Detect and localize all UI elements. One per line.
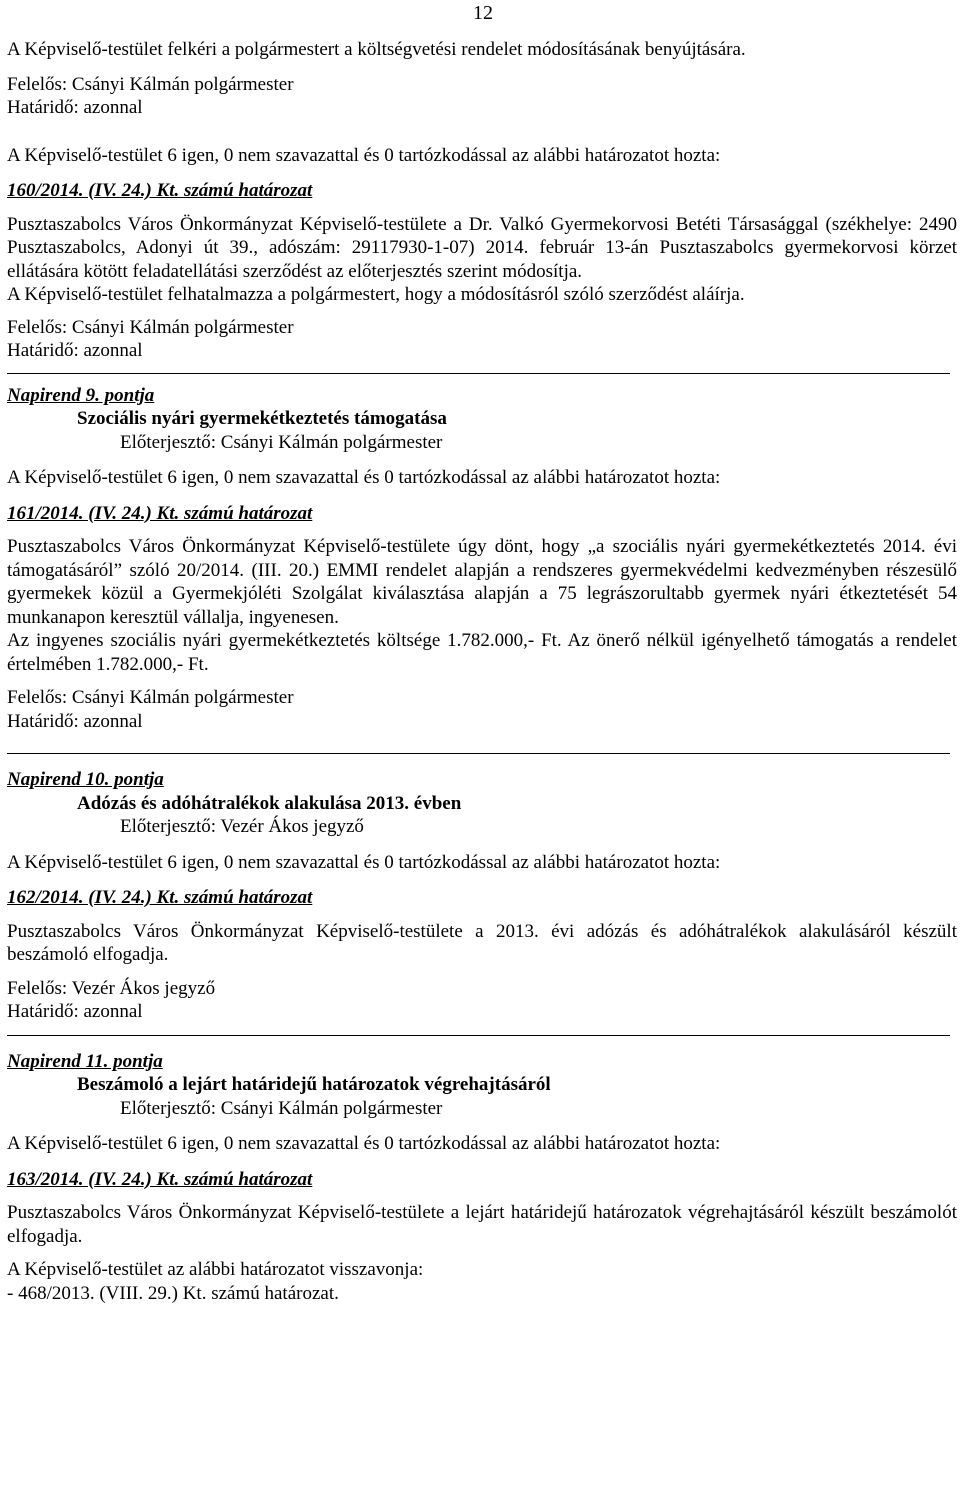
agenda-item-title: Szociális nyári gyermekétkeztetés támogatása xyxy=(77,408,447,429)
list-item: - 468/2013. (VIII. 29.) Kt. számú határozat. xyxy=(7,1282,339,1304)
paragraph: A Képviselő-testület az alábbi határozatot visszavonja: xyxy=(7,1259,424,1280)
agenda-item-heading: Napirend 11. pontja xyxy=(7,1050,163,1072)
deadline: Határidő: azonnal xyxy=(7,710,143,732)
deadline: Határidő: azonnal xyxy=(7,1001,143,1022)
agenda-item-heading: Napirend 10. pontja xyxy=(7,769,164,790)
agenda-item-title: Beszámoló a lejárt határidejű határozatok végrehajtásáról xyxy=(77,1074,551,1095)
presenter: Előterjesztő: Csányi Kálmán polgármester xyxy=(120,431,443,453)
responsible: Felelős: Csányi Kálmán polgármester xyxy=(7,73,294,95)
presenter: Előterjesztő: Csányi Kálmán polgármester xyxy=(120,1097,443,1119)
deadline: Határidő: azonnal xyxy=(7,340,143,361)
responsible: Felelős: Csányi Kálmán polgármester xyxy=(7,687,294,708)
divider xyxy=(7,1035,950,1036)
resolution-title: 161/2014. (IV. 24.) Kt. számú határozat xyxy=(7,502,313,524)
paragraph: A Képviselő-testület felkéri a polgármestert a költségvetési rendelet módosításának benyújtására. xyxy=(7,39,746,60)
agenda-item-heading: Napirend 9. pontja xyxy=(7,384,155,406)
resolution-body: Pusztaszabolcs Város Önkormányzat Képviselő-testülete úgy dönt, hogy „a szociális nyári gyermekétkeztetés 2014. évi támogatásáról” szóló 20/2014. (III. 20.) EMMI rendelet alapján a rendszeres gyermekvédelmi kedvezményben részesülő gyermekek közül a Gyermekjóléti Szolgálat kiválasztása alapján a 75 legrászorultabb gyermek nyári étkeztetését 54 munkanapon keresztül vállalja, ingyenesen. xyxy=(7,536,957,628)
responsible: Felelős: Csányi Kálmán polgármester xyxy=(7,316,294,338)
deadline: Határidő: azonnal xyxy=(7,97,143,118)
resolution-body: Pusztaszabolcs Város Önkormányzat Képviselő-testülete a 2013. évi adózás és adóhátralékok alakulásáról készült beszámoló elfogadja. xyxy=(7,920,957,965)
vote-statement: A Képviselő-testület 6 igen, 0 nem szavazattal és 0 tartózkodással az alábbi határozatot hozta: xyxy=(7,1133,721,1154)
vote-statement: A Képviselő-testület 6 igen, 0 nem szavazattal és 0 tartózkodással az alábbi határozatot hozta: xyxy=(7,467,721,488)
divider xyxy=(7,373,950,374)
paragraph: Az ingyenes szociális nyári gyermekétkeztetés költsége 1.782.000,- Ft. Az önerő nélkül igényelhető támogatás a rendelet értelmében 1.782.000,- Ft. xyxy=(7,630,957,675)
agenda-item-title: Adózás és adóhátralékok alakulása 2013. évben xyxy=(77,792,462,814)
resolution-body: Pusztaszabolcs Város Önkormányzat Képviselő-testülete a lejárt határidejű határozatok végrehajtásáról készült beszámolót elfogadja. xyxy=(7,1202,957,1247)
paragraph: A Képviselő-testület felhatalmazza a polgármestert, hogy a módosításról szóló szerződést aláírja. xyxy=(7,284,745,305)
resolution-body: Pusztaszabolcs Város Önkormányzat Képviselő-testülete a Dr. Valkó Gyermekorvosi Betéti Társasággal (székhelye: 2490 Pusztaszabolcs, Adonyi út 39., adószám: 29117930-1-07) 2014. február 13-án Pusztaszabolcs gyermekorvosi körzet ellátására kötött feladatellátási szerződést az előterjesztés szerint módosítja. xyxy=(7,213,957,282)
resolution-title: 163/2014. (IV. 24.) Kt. számú határozat xyxy=(7,1168,313,1190)
resolution-title: 162/2014. (IV. 24.) Kt. számú határozat xyxy=(7,887,313,908)
vote-statement: A Képviselő-testület 6 igen, 0 nem szavazattal és 0 tartózkodással az alábbi határozatot hozta: xyxy=(7,851,721,873)
responsible: Felelős: Vezér Ákos jegyző xyxy=(7,977,216,999)
document-body xyxy=(7,38,957,1305)
page-number: 12 xyxy=(473,2,493,24)
resolution-title: 160/2014. (IV. 24.) Kt. számú határozat xyxy=(7,180,313,201)
vote-statement: A Képviselő-testület 6 igen, 0 nem szavazattal és 0 tartózkodással az alábbi határozatot hozta: xyxy=(7,144,721,166)
presenter: Előterjesztő: Vezér Ákos jegyző xyxy=(120,816,364,837)
divider xyxy=(7,753,950,754)
